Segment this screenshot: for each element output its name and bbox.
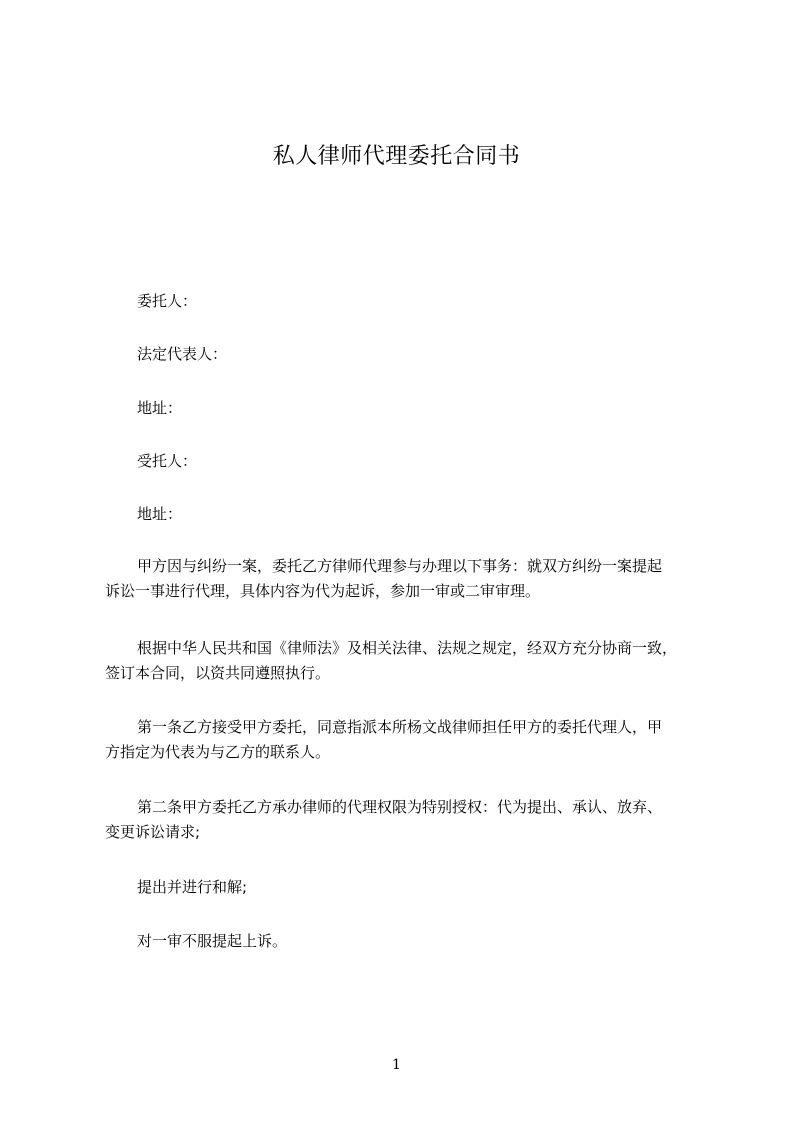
field-principal: 委托人： xyxy=(137,292,198,310)
paragraph-line: 第二条甲方委托乙方承办律师的代理权限为特别授权：代为提出、承认、放弃、 xyxy=(137,798,663,816)
paragraph-article-one xyxy=(105,715,705,765)
paragraph-line: 变更诉讼请求; xyxy=(105,823,201,841)
field-address-agent: 地址： xyxy=(137,505,183,523)
paragraph-line: 诉讼一事进行代理，具体内容为代为起诉，参加一审或二审审理。 xyxy=(105,582,541,600)
paragraph-line: 签订本合同，以资共同遵照执行。 xyxy=(105,664,331,682)
paragraph-legal-basis xyxy=(105,636,705,686)
field-address-principal: 地址： xyxy=(137,399,183,417)
paragraph-engagement xyxy=(105,554,705,604)
paragraph-article-two xyxy=(105,795,705,845)
item-appeal: 对一审不服提起上诉。 xyxy=(137,932,288,950)
field-agent: 受托人： xyxy=(137,452,198,470)
item-settlement: 提出并进行和解; xyxy=(137,878,248,896)
paragraph-line: 根据中华人民共和国《律师法》及相关法律、法规之规定，经双方充分协商一致， xyxy=(137,639,678,657)
paragraph-line: 甲方因与纠纷一案，委托乙方律师代理参与办理以下事务：就双方纠纷一案提起 xyxy=(137,557,663,575)
paragraph-line: 方指定为代表为与乙方的联系人。 xyxy=(105,743,331,761)
paragraph-line: 第一条乙方接受甲方委托，同意指派本所杨文战律师担任甲方的委托代理人，甲 xyxy=(137,718,663,736)
document-title: 私人律师代理委托合同书 xyxy=(272,144,521,169)
field-legal-representative: 法定代表人： xyxy=(137,345,228,363)
page-number: 1 xyxy=(392,1057,401,1073)
